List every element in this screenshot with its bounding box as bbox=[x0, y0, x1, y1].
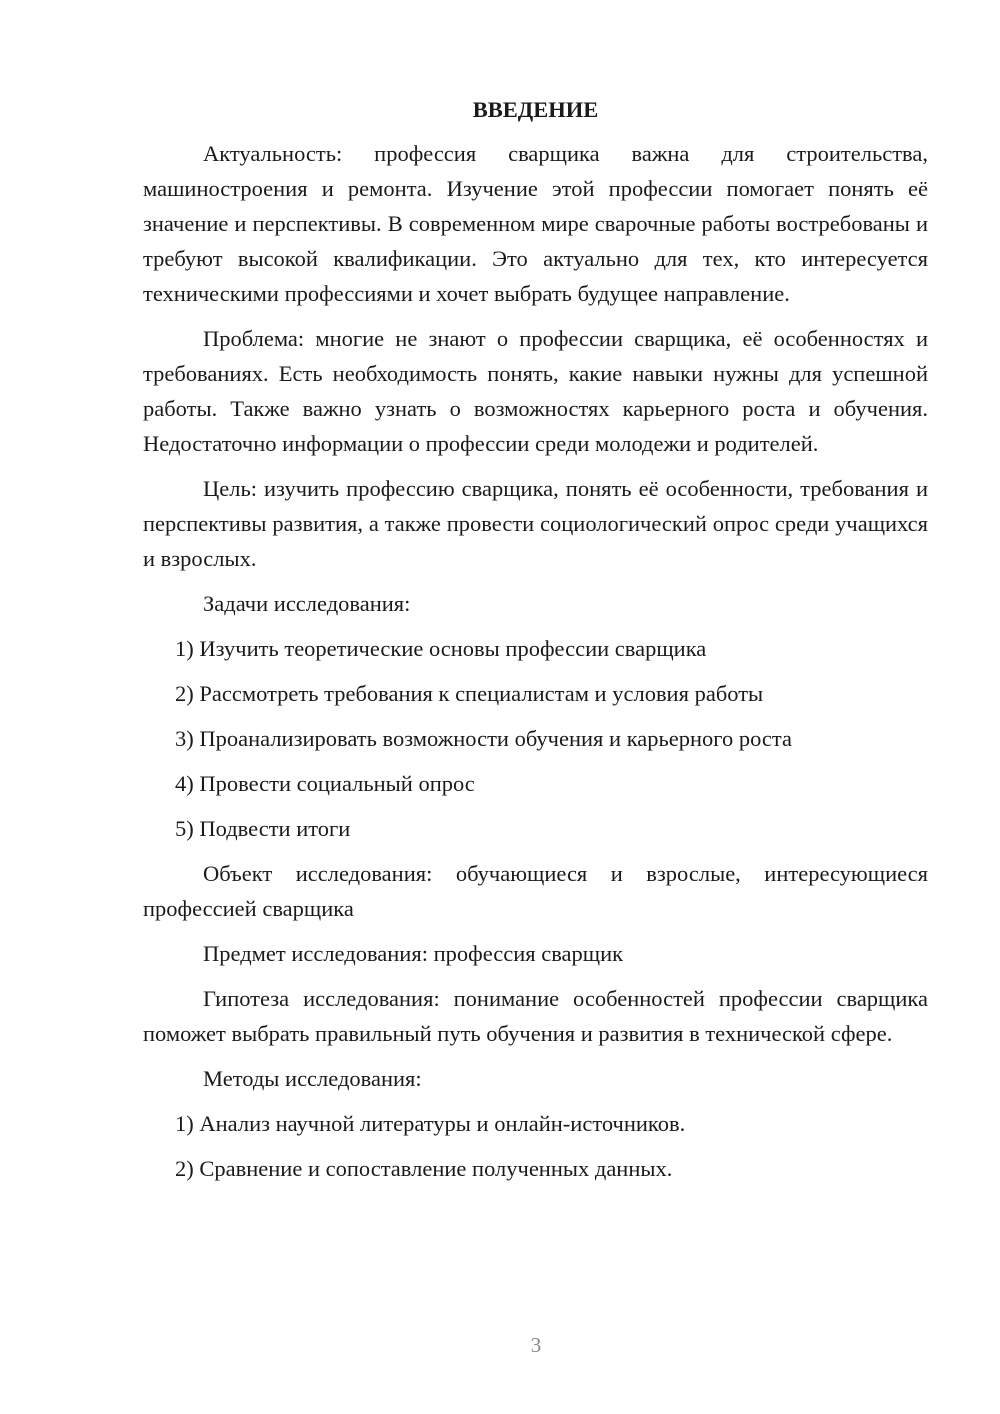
tasks-list bbox=[143, 631, 928, 846]
list-item: 2) Рассмотреть требования к специалистам и условия работы bbox=[175, 681, 764, 706]
list-item: 4) Провести социальный опрос bbox=[175, 771, 475, 796]
hypothesis-paragraph: Гипотеза исследования: понимание особенностей профессии сварщика поможет выбрать правильный путь обучения и развития в технической сфере. bbox=[143, 986, 928, 1046]
problem-paragraph: Проблема: многие не знают о профессии сварщика, её особенностях и требованиях. Есть необходимость понять, какие навыки нужны для успешной работы. Также важно узнать о возможностях карьерного роста и обучения. Недостаточно информации о профессии среди молодежи и родителей. bbox=[143, 326, 928, 456]
list-item: 3) Проанализировать возможности обучения и карьерного роста bbox=[175, 726, 792, 751]
page-number: 3 bbox=[530, 1333, 542, 1357]
list-item: 2) Сравнение и сопоставление полученных данных. bbox=[175, 1156, 673, 1181]
subject-paragraph: Предмет исследования: профессия сварщик bbox=[203, 941, 624, 966]
page-title: ВВЕДЕНИЕ bbox=[472, 97, 599, 122]
list-item: 1) Анализ научной литературы и онлайн-источников. bbox=[175, 1111, 686, 1136]
tasks-heading: Задачи исследования: bbox=[203, 591, 411, 616]
list-item: 1) Изучить теоретические основы профессии сварщика bbox=[175, 636, 707, 661]
goal-paragraph: Цель: изучить профессию сварщика, понять её особенности, требования и перспективы развития, а также провести социологический опрос среди учащихся и взрослых. bbox=[143, 476, 928, 571]
list-item: 5) Подвести итоги bbox=[175, 816, 351, 841]
methods-heading: Методы исследования: bbox=[203, 1066, 422, 1091]
methods-list bbox=[143, 1106, 928, 1186]
page-content bbox=[143, 92, 928, 1196]
object-paragraph: Объект исследования: обучающиеся и взрослые, интересующиеся профессией сварщика bbox=[143, 861, 928, 921]
relevance-paragraph: Актуальность: профессия сварщика важна для строительства, машиностроения и ремонта. Изучение этой профессии помогает понять её значение и перспективы. В современном мире сварочные работы востребованы и требуют высокой квалификации. Это актуально для тех, кто интересуется техническими профессиями и хочет выбрать будущее направление. bbox=[143, 141, 928, 306]
